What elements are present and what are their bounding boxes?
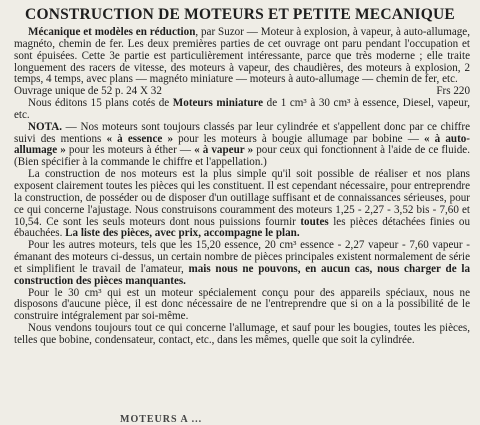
autres-bold: mais nous ne pouvons, en aucun cas, nous charger de la construction des pièces manquantes.	[14, 262, 470, 287]
paragraph-nota	[14, 122, 470, 169]
nota-text-4: pour ceux qui fonctionnent à l'aide de ce fluide. (Bien spécifier à la commande le chiffre et l'appellation.)	[14, 144, 470, 169]
nota-essence: « à essence »	[106, 132, 173, 145]
document-body	[14, 27, 470, 347]
paragraph-book-description	[14, 27, 470, 86]
page-title: CONSTRUCTION DE MOTEURS ET PETITE MECANIQUE	[25, 6, 455, 23]
nota-vapeur: « à vapeur »	[194, 144, 254, 157]
book-price: Frs 220	[436, 85, 470, 98]
construction-bold-toutes: toutes	[300, 215, 329, 228]
plans-bold: Moteurs miniature	[172, 97, 264, 110]
nota-text-2: pour les moteurs à bougie allumage par bobine —	[173, 132, 424, 145]
paragraph-allumage: Nous vendons toujours tout ce qui concerne l'allumage, et sauf pour les bougies, toutes les pièces, telles que bobine, condensateur, contact, etc., dans les mêmes, quelle que soit la cylindrée.	[14, 322, 470, 346]
autres-text: Pour les autres moteurs, tels que les 15,20 essence, 20 cm³ essence - 2,27 vapeur - 7,60 vapeur - émanant des moteurs ci-dessus, un certain nombre de pièces principales existent normalement de série et simplifient le travail de l'amateur,	[14, 239, 470, 275]
cut-off-heading: MOTEURS A ...	[120, 414, 203, 425]
nota-text-1: — Nos moteurs sont toujours classés par leur cylindrée et s'appellent donc par ce chiffre suivi des mentions	[14, 120, 470, 145]
construction-bold-liste: La liste des pièces, avec prix, accompagne le plan.	[65, 227, 300, 240]
construction-text-1: La construction de nos moteurs est la plus simple qu'il soit possible de réaliser et nos plans exposent clairement toutes les pièces qui les constituent. Il est cependant nécessaire, pour entreprendre la construction, de posséder ou de disposer d'un outillage suffisant et de connaissances sérieuses, pour ce qui concerne l'ajustage. Nous construisons couramment des moteurs 1,25 - 2,27 - 3,52 bis - 7,60 et 10,54. Ce sont les seuls moteurs dont nous puissions fournir	[14, 168, 470, 228]
nota-label: NOTA.	[28, 120, 63, 133]
book-format: Ouvrage unique de 52 p. 24 X 32	[14, 85, 162, 98]
book-description: , par Suzor — Moteur à explosion, à vapeur, à auto-allumage, magnéto, chemin de fer. Les deux premières parties de cet ouvrage ont paru pendant l'occupation et sont épuisées. Cette 3e partie est particulièrement intéressante, parce que très moderne ; elle traite longuement des racers de vitesse, des moteurs à vapeur, des chaudières, des moteurs à explosion, 2 temps, 4 temps, avec plans — magnéto miniature — moteurs à auto-allumage — chemin de fer, etc.	[14, 26, 470, 86]
nota-text-3: pour les moteurs à éther —	[65, 144, 195, 157]
paragraph-30cm3: Pour le 30 cm³ qui est un moteur spécialement conçu pour des appareils spéciaux, nous ne disposons d'aucune pièce, il est donc nécessaire de ne l'entreprendre que si on a la possibilité de le construire intégralement par soi-même.	[14, 286, 470, 323]
paragraph-autres-moteurs	[14, 240, 470, 287]
construction-text-2: les pièces détachées finies ou ébauchées.	[14, 215, 470, 240]
nota-auto-allumage: « à auto-allumage »	[14, 132, 470, 157]
paragraph-plans	[14, 98, 470, 122]
paragraph-construction	[14, 169, 470, 240]
plans-text-end: de 1 cm³ à 30 cm³ à essence, Diesel, vapeur, etc.	[14, 97, 470, 121]
book-title: Mécanique et modèles en réduction	[28, 26, 196, 38]
plans-text: Nous éditons 15 plans cotés de	[28, 97, 173, 110]
